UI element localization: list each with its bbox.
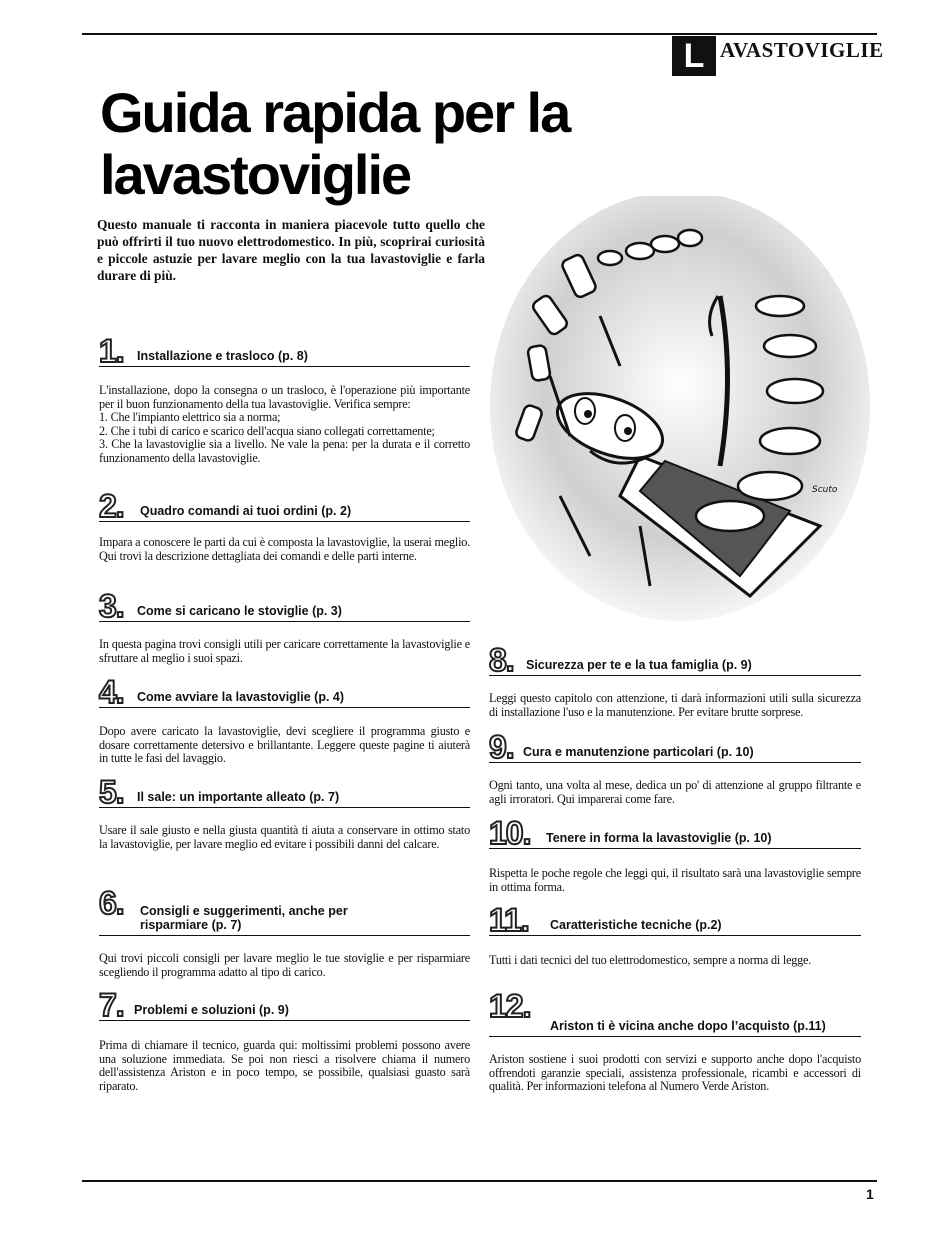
section-header [489, 902, 861, 938]
section-title: Come si caricano le stoviglie (p. 3) [137, 604, 342, 618]
section-text: Rispetta le poche regole che leggi qui, il risultato sarà una lavastoviglie sempre in ottima forma. [489, 866, 861, 894]
section-body [99, 384, 470, 465]
section-number: 7. [99, 987, 124, 1023]
section-4 [99, 674, 470, 766]
section-1 [99, 333, 470, 465]
section-body [99, 725, 470, 766]
section-header [99, 987, 470, 1023]
section-title: Tenere in forma la lavastoviglie (p. 10) [546, 831, 772, 845]
section-title: Caratteristiche tecniche (p.2) [550, 918, 722, 932]
illustration-signature: Scuto [812, 485, 838, 495]
section-7 [99, 987, 470, 1093]
dishwasher-cartoon-illustration [490, 196, 872, 636]
section-title: Installazione e trasloco (p. 8) [137, 349, 308, 363]
section-body [99, 824, 470, 851]
section-12 [489, 988, 861, 1094]
section-text: Prima di chiamare il tecnico, guarda qui: moltissimi problemi possono avere una soluzione immediata. Se poi non riesci a risolvere chiama il numero dell'assistenza Ariston e in poco tempo, se possibile, qualsiasi guasto sarà riparato. [99, 1038, 470, 1093]
section-number: 11. [489, 902, 529, 938]
section-3 [99, 588, 470, 665]
section-number: 12. [489, 988, 531, 1024]
section-text: Leggi questo capitolo con attenzione, ti darà informazioni utili sulla sicurezza di installazione l'uso e la manutenzione. Per evitare brutte sorprese. [489, 691, 861, 719]
section-header [99, 674, 470, 710]
section-title: Quadro comandi ai tuoi ordini (p. 2) [140, 504, 352, 518]
section-body [489, 867, 861, 894]
section-body [489, 954, 861, 968]
section-number: 8. [489, 642, 514, 678]
section-2 [99, 488, 470, 563]
section-number: 5. [99, 774, 124, 810]
section-header [99, 488, 470, 524]
section-number: 2. [99, 488, 124, 524]
section-title: Ariston ti è vicina anche dopo l’acquisto (p.11) [550, 1019, 826, 1033]
section-title: Cura e manutenzione particolari (p. 10) [523, 745, 754, 759]
section-number: 1. [99, 333, 124, 369]
section-body [99, 638, 470, 665]
section-text: Impara a conoscere le parti da cui è composta la lavastoviglie, la userai meglio. Qui trovi la descrizione dettagliata dei comandi e delle parti interne. [99, 535, 470, 563]
section-9 [489, 729, 861, 806]
header-title: AVASTOVIGLIE [720, 38, 884, 62]
section-header [99, 774, 470, 810]
section-number: 10. [489, 815, 531, 851]
section-text: Usare il sale giusto e nella giusta quantità ti aiuta a conservare in ottimo stato la lavastoviglie, per lavare meglio ed evitare i possibili danni del calcare. [99, 823, 470, 851]
page-number: 1 [866, 1186, 874, 1202]
section-body [99, 536, 470, 563]
section-6 [99, 885, 470, 979]
section-body [99, 1039, 470, 1093]
section-header [99, 588, 470, 624]
section-text: Tutti i dati tecnici del tuo elettrodomestico, sempre a norma di legge. [489, 953, 812, 967]
section-text: Dopo avere caricato la lavastoviglie, devi scegliere il programma giusto e dosare correttamente detersivo e brillantante. Leggere queste pagine ti aiuterà in tutte le fasi del lavaggio. [99, 724, 470, 765]
top-rule [82, 33, 877, 35]
section-number: 4. [99, 674, 124, 710]
section-body [489, 1053, 861, 1094]
section-text: 3. Che la lavastoviglie sia a livello. Ne vale la pena: per la durata e il corretto funzionamento della lavastoviglie. [99, 437, 470, 465]
section-body [99, 952, 470, 979]
section-body [489, 779, 861, 806]
intro-paragraph: Questo manuale ti racconta in maniera piacevole tutto quello che può offrirti il tuo nuovo elettrodomestico. In più, scoprirai curiosità e piccole astuzie per lavare meglio con la tua lavastoviglie e farla durare di più. [97, 217, 485, 283]
section-text: 1. Che l'impianto elettrico sia a norma; [99, 410, 281, 424]
section-header [489, 988, 861, 1037]
section-title: Il sale: un importante alleato (p. 7) [137, 790, 340, 804]
section-number: 6. [99, 885, 124, 921]
section-header [489, 642, 861, 678]
section-text: Qui trovi piccoli consigli per lavare meglio le tue stoviglie e per risparmiare scegliendo il programma adatto al tipo di carico. [99, 951, 470, 979]
section-text: In questa pagina trovi consigli utili per caricare correttamente la lavastoviglie e sfruttare al meglio i suoi spazi. [99, 637, 470, 665]
section-text: 2. Che i tubi di carico e scarico dell'acqua siano collegati correttamente; [99, 423, 435, 438]
page-title: Guida rapida per la lavastoviglie [100, 81, 570, 206]
section-title: Consigli e suggerimenti, anche per risparmiare (p. 7) [140, 904, 348, 932]
section-8 [489, 642, 861, 719]
section-5 [99, 774, 470, 851]
section-11 [489, 902, 861, 968]
section-text: Ariston sostiene i suoi prodotti con servizi e supporto anche dopo l'acquisto offrendoti garanzie speciali, assistenza professionale, ricambi e accessori di qualità. Per informazioni telefona al Numero Verde Ariston. [489, 1052, 861, 1093]
section-header [489, 815, 861, 851]
section-header [489, 729, 861, 765]
section-text: L'installazione, dopo la consegna o un trasloco, è l'operazione più importante per il buon funzionamento della tua lavastoviglie. Verifica sempre: [99, 383, 470, 411]
section-header [99, 333, 470, 369]
section-number: 3. [99, 588, 124, 624]
bottom-rule [82, 1180, 877, 1182]
section-title: Sicurezza per te e la tua famiglia (p. 9) [526, 658, 752, 672]
header-badge: L [672, 36, 716, 76]
section-title: Problemi e soluzioni (p. 9) [134, 1003, 289, 1017]
section-title: Come avviare la lavastoviglie (p. 4) [137, 690, 345, 704]
section-10 [489, 815, 861, 894]
section-number: 9. [489, 729, 514, 765]
section-header [99, 885, 470, 936]
section-text: Ogni tanto, una volta al mese, dedica un po' di attenzione al gruppo filtrante e agli irroratori. Qui imparerai come fare. [489, 778, 861, 806]
section-body [489, 692, 861, 719]
